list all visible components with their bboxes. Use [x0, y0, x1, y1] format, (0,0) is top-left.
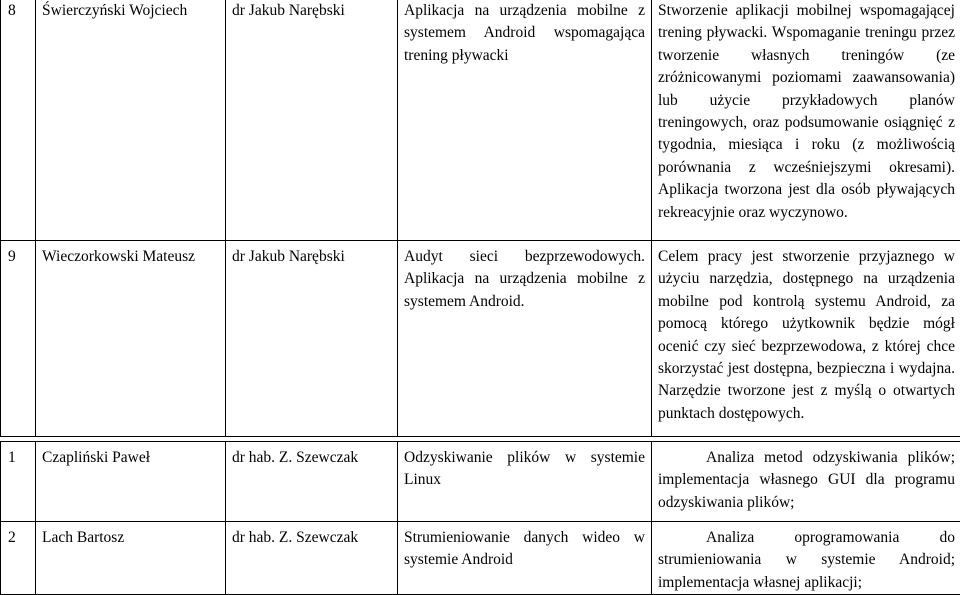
supervisor-name: dr Jakub Narębski — [226, 0, 398, 241]
thesis-title: Aplikacja na urządzenia mobilne z systemem Android wspomagająca trening pływacki — [398, 0, 652, 241]
student-name: Świerczyński Wojciech — [36, 0, 226, 241]
thesis-title: Odzyskiwanie plików w systemie Linux — [398, 442, 652, 522]
row-number: 9 — [1, 241, 36, 437]
student-name: Czapliński Paweł — [36, 442, 226, 522]
thesis-description: Celem pracy jest stworzenie przyjaznego w użyciu narzędzia, dostępnego na urządzenia mobilne pod kontrolą systemu Android, za pomocą którego użytkownik będzie mógł ocenić czy sieć bezprzewodowa, z której chce skorzystać jest dostępna, bezpieczna i wydajna. Narzędzie tworzone jest z myślą o otwartych punktach dostępowych. — [652, 241, 960, 437]
row-number: 1 — [1, 442, 36, 522]
table-row — [1, 442, 960, 522]
supervisor-name: dr hab. Z. Szewczak — [226, 522, 398, 595]
supervisor-name: dr Jakub Narębski — [226, 241, 398, 437]
student-name: Wieczorkowski Mateusz — [36, 241, 226, 437]
table-row — [1, 241, 960, 437]
thesis-title: Audyt sieci bezprzewodowych. Aplikacja na urządzenia mobilne z systemem Android. — [398, 241, 652, 437]
supervisor-name: dr hab. Z. Szewczak — [226, 442, 398, 522]
thesis-title: Strumieniowanie danych wideo w systemie Android — [398, 522, 652, 595]
thesis-description: Analiza metod odzyskiwania plików; implementacja własnego GUI dla programu odzyskiwania plików; — [652, 442, 960, 522]
thesis-description: Stworzenie aplikacji mobilnej wspomagającej trening pływacki. Wspomaganie treningu przez tworzenie własnych treningów (ze zróżnicowanymi poziomami zaawansowania) lub użycie przykładowych planów treningowych, oraz podsumowanie osiągnięć z tygodnia, miesiąca i roku (z możliwością porównania z wcześniejszymi okresami). Aplikacja tworzona jest dla osób pływających rekreacyjnie oraz wyczynowo. — [652, 0, 960, 241]
table-row — [1, 0, 960, 241]
thesis-table-bottom — [0, 441, 960, 595]
row-number: 2 — [1, 522, 36, 595]
student-name: Lach Bartosz — [36, 522, 226, 595]
row-number: 8 — [1, 0, 36, 241]
table-row — [1, 522, 960, 595]
thesis-description: Analiza oprogramowania do strumieniowania w systemie Android; implementacja własnej aplikacji; — [652, 522, 960, 595]
